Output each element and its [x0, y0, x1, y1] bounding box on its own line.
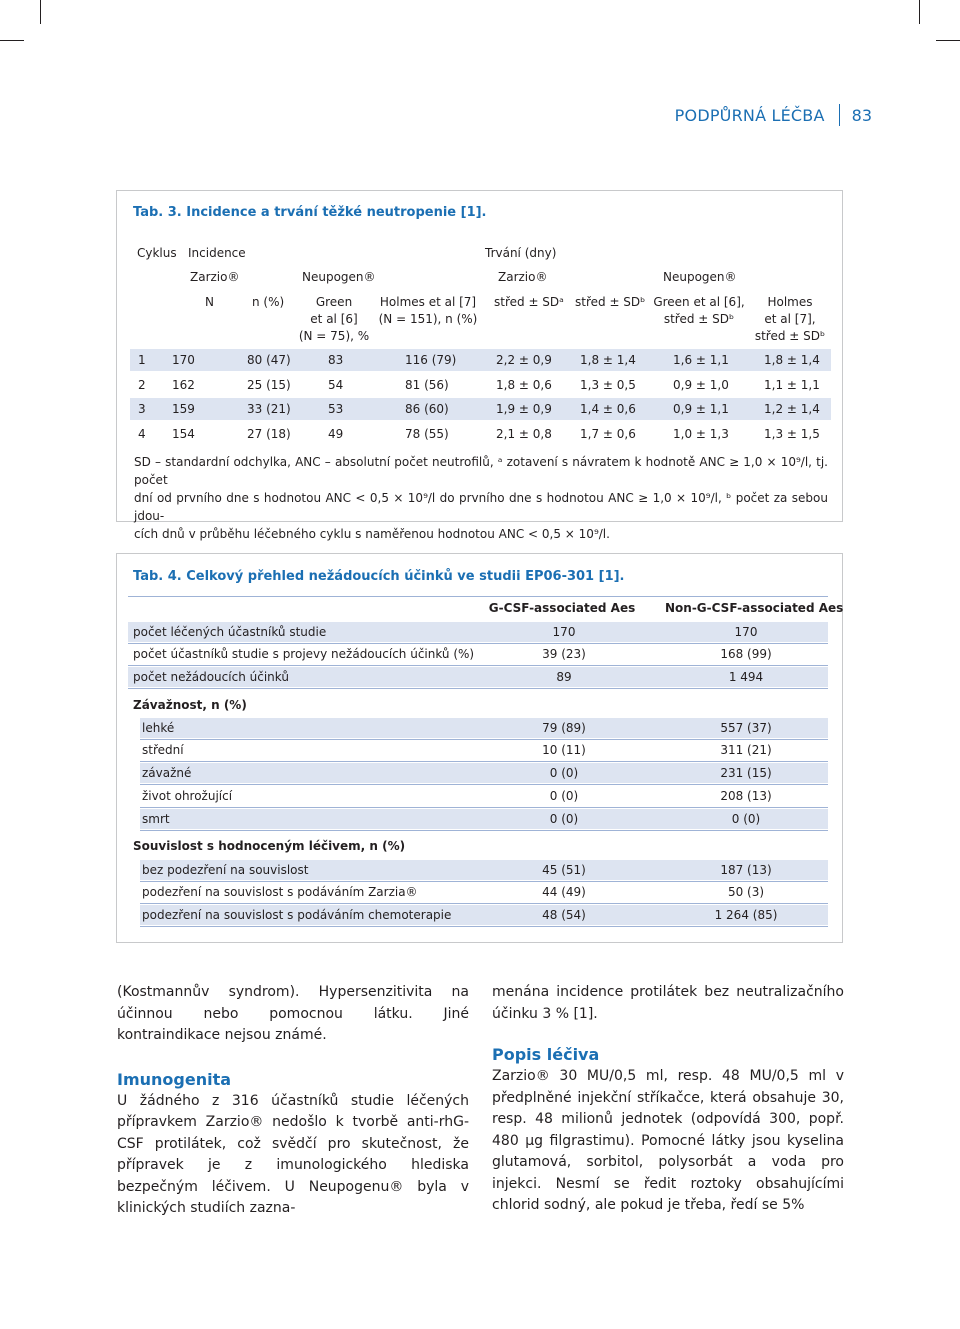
t3-head-zarzio-duration: Zarzio® — [498, 270, 548, 284]
t3-cell-zarzio-sd: 2,1 ± 0,8 — [496, 427, 552, 441]
t3-cell-n: 154 — [172, 427, 195, 441]
t3-head-holmes-l1: Holmes et al [7] — [379, 295, 477, 309]
t3-cell-green-sd: 1,0 ± 1,3 — [673, 427, 729, 441]
t3-cell-npct: 80 (47) — [247, 353, 291, 367]
t3-cell-neupogen-sd: 1,3 ± 0,5 — [580, 378, 636, 392]
t3-cell-npct: 33 (21) — [247, 402, 291, 416]
t3-head-green2-l2: střed ± SDᵇ — [663, 312, 735, 326]
t3-cell-neupogen-sd: 1,7 ± 0,6 — [580, 427, 636, 441]
t4-cell-gcsf: 39 (23) — [542, 647, 586, 661]
t4-cell-gcsf: 79 (89) — [542, 721, 586, 735]
t3-cell-neupogen-sd: 1,4 ± 0,6 — [580, 402, 636, 416]
t4-row-rule — [140, 903, 828, 904]
t3-cell-cyklus: 3 — [138, 402, 146, 416]
t4-head-nongcsf: Non-G-CSF-associated Aes — [665, 601, 844, 615]
body-left-text: U žádného z 316 účastníků studie léčených přípravkem Zarzio® nedošlo k tvorbě anti-rhG-CSF protilátek, což svědčí pro skutečnost, že přípravek je z imunologického hlediska bezpečným léčivem. U Neupogenu® byla v klinických studiích zazna- — [117, 1092, 469, 1216]
t3-head-incidence: Incidence — [188, 246, 246, 260]
t3-head-holmes — [378, 294, 478, 328]
t4-row-rule — [140, 739, 828, 740]
t3-head-green-l1: Green — [315, 295, 353, 309]
t3-cell-zarzio-sd: 1,8 ± 0,6 — [496, 378, 552, 392]
t3-head-green-l2: et al [6] — [310, 312, 358, 326]
t4-section-relation: Souvislost s hodnoceným léčivem, n (%) — [133, 839, 406, 853]
t4-row-label: smrt — [142, 812, 170, 826]
t4-section-severity: Závažnost, n (%) — [133, 698, 247, 712]
t3-cell-green: 53 — [328, 402, 344, 416]
t4-row-label: počet účastníků studie s projevy nežádoucích účinků (%) — [133, 647, 475, 661]
t4-cell-gcsf: 44 (49) — [542, 885, 586, 899]
t3-cell-green: 83 — [328, 353, 344, 367]
t3-cell-zarzio-sd: 1,9 ± 0,9 — [496, 402, 552, 416]
running-header — [675, 104, 872, 126]
t4-cell-nongcsf: 170 — [734, 625, 758, 639]
t3-head-holmes2-l1: Holmes — [767, 295, 813, 309]
t3-head-stred-b: střed ± SDᵇ — [575, 295, 646, 309]
t3-footnote-line: cích dnů v průběhu léčebného cyklu s naměřenou hodnotou ANC < 0,5 × 10⁹/l. — [134, 527, 610, 541]
t3-cell-green: 54 — [328, 378, 344, 392]
body-right-intro: menána incidence protilátek bez neutralizačního účinku 3 % [1]. — [492, 984, 844, 1022]
t4-row-rule — [140, 926, 828, 927]
t4-row-label: počet léčených účastníků studie — [133, 625, 327, 639]
t3-cell-green-sd: 0,9 ± 1,0 — [673, 378, 729, 392]
body-left-intro: (Kostmannův syndrom). Hypersenzitivita na účinnou nebo pomocnou látku. Jiné kontraindikace nejsou známé. — [117, 984, 469, 1043]
t3-cell-npct: 27 (18) — [247, 427, 291, 441]
t4-row-rule — [140, 881, 828, 882]
t3-head-green-l3: (N = 75), % — [298, 329, 370, 343]
t3-cell-n: 159 — [172, 402, 195, 416]
t3-footnote — [134, 453, 828, 543]
table3-caption: Tab. 3. Incidence a trvání těžké neutropenie [1]. — [133, 205, 487, 220]
t4-row-label: podezření na souvislost s podáváním chemoterapie — [142, 908, 452, 922]
t3-cell-holmes-sd: 1,8 ± 1,4 — [764, 353, 820, 367]
t4-cell-nongcsf: 231 (15) — [720, 766, 772, 780]
t4-cell-nongcsf: 311 (21) — [720, 743, 772, 757]
heading-popis-leciva: Popis léčiva — [492, 1045, 600, 1064]
t3-footnote-line: SD – standardní odchylka, ANC – absolutní počet neutrofilů, ᵃ zotavení s návratem k hodnotě ANC ≥ 1,0 × 10⁹/l, tj. počet — [134, 455, 828, 487]
t4-row-rule — [140, 761, 828, 762]
t4-cell-gcsf: 89 — [556, 670, 572, 684]
t4-cell-nongcsf: 1 494 — [728, 670, 764, 684]
t4-head-gcsf: G-CSF-associated Aes — [488, 601, 636, 615]
t3-footnote-line: dní od prvního dne s hodnotou ANC < 0,5 × 10⁹/l do prvního dne s hodnotou ANC ≥ 1,0 × 10⁹/l, ᵇ počet za sebou jdou- — [134, 491, 828, 523]
t3-cell-holmes: 86 (60) — [405, 402, 449, 416]
t4-cell-gcsf: 170 — [552, 625, 576, 639]
t4-row-rule — [140, 830, 828, 831]
header-divider — [839, 104, 840, 126]
t4-cell-nongcsf: 50 (3) — [727, 885, 765, 899]
page-number: 83 — [851, 105, 872, 125]
t3-cell-green-sd: 1,6 ± 1,1 — [673, 353, 729, 367]
t4-row-label: život ohrožující — [142, 789, 233, 803]
t3-head-neupogen: Neupogen® — [302, 270, 376, 284]
t4-cell-gcsf: 45 (51) — [542, 863, 586, 877]
t3-head-green2-l1: Green et al [6], — [653, 295, 745, 309]
t4-cell-nongcsf: 0 (0) — [731, 812, 761, 826]
t4-cell-gcsf: 0 (0) — [549, 812, 579, 826]
t3-head-cyklus: Cyklus — [137, 246, 177, 260]
table4-caption: Tab. 4. Celkový přehled nežádoucích účinků ve studii EP06-301 [1]. — [133, 569, 625, 584]
t4-row-label: lehké — [142, 721, 175, 735]
crop-mark — [919, 0, 920, 24]
t3-cell-cyklus: 4 — [138, 427, 146, 441]
t3-cell-neupogen-sd: 1,8 ± 1,4 — [580, 353, 636, 367]
t4-row-rule — [128, 643, 828, 644]
t4-row-label: počet nežádoucích účinků — [133, 670, 289, 684]
t3-cell-holmes-sd: 1,1 ± 1,1 — [764, 378, 820, 392]
t4-cell-gcsf: 10 (11) — [542, 743, 586, 757]
t3-head-zarzio: Zarzio® — [190, 270, 240, 284]
body-left-column — [117, 982, 469, 1220]
t3-cell-cyklus: 2 — [138, 378, 146, 392]
crop-mark — [0, 40, 24, 41]
body-right-column — [492, 982, 844, 1217]
t3-head-stred-a: střed ± SDᵃ — [494, 295, 564, 309]
crop-mark — [40, 0, 41, 24]
t3-cell-npct: 25 (15) — [247, 378, 291, 392]
section-title: PODPŮRNÁ LÉČBA — [674, 105, 825, 125]
t4-row-rule — [140, 784, 828, 785]
t3-head-trvani: Trvání (dny) — [485, 246, 557, 260]
t3-head-green2 — [650, 294, 748, 328]
t3-cell-n: 162 — [172, 378, 195, 392]
t4-row-rule — [140, 807, 828, 808]
t3-head-holmes2-l3: střed ± SDᵇ — [754, 329, 826, 343]
t3-head-neupogen-duration: Neupogen® — [663, 270, 737, 284]
t4-cell-gcsf: 48 (54) — [542, 908, 586, 922]
t4-row-label: střední — [142, 743, 184, 757]
t4-top-rule — [128, 596, 828, 597]
t3-cell-holmes: 116 (79) — [405, 353, 457, 367]
t3-cell-green: 49 — [328, 427, 344, 441]
t4-cell-nongcsf: 557 (37) — [720, 721, 772, 735]
t4-row-rule — [128, 688, 828, 689]
t4-cell-nongcsf: 187 (13) — [720, 863, 772, 877]
t3-cell-holmes-sd: 1,3 ± 1,5 — [764, 427, 820, 441]
t3-head-holmes2-l2: et al [7], — [764, 312, 816, 326]
t3-cell-green-sd: 0,9 ± 1,1 — [673, 402, 729, 416]
t4-cell-nongcsf: 168 (99) — [720, 647, 772, 661]
t3-head-holmes-l2: (N = 151), n (%) — [378, 312, 478, 326]
t4-cell-gcsf: 0 (0) — [549, 789, 579, 803]
t4-row-rule — [128, 665, 828, 666]
t4-row-label: závažné — [142, 766, 192, 780]
body-right-text: Zarzio® 30 MU/0,5 ml, resp. 48 MU/0,5 ml v předplněné injekční stříkačce, která obsahuje 30, resp. 48 milionů jednotek (odpovídá 300, popř. 480 μg filgrastimu). Pomocné látky jsou kyselina glutamová, sorbitol, polysorbát a voda pro injekci. Nesmí se ředit roztoky obsahujícími chlorid sodný, ale pokud je třeba, ředí se 5% — [492, 1068, 844, 1213]
t4-cell-nongcsf: 208 (13) — [720, 789, 772, 803]
t3-head-holmes2 — [752, 294, 828, 345]
t4-row-label: podezření na souvislost s podáváním Zarzia® — [142, 885, 418, 899]
t3-head-n: N — [205, 295, 214, 309]
heading-imunogenita: Imunogenita — [117, 1069, 232, 1089]
t4-cell-gcsf: 0 (0) — [549, 766, 579, 780]
t4-row-label: bez podezření na souvislost — [142, 863, 309, 877]
t3-head-green — [296, 294, 372, 345]
t3-cell-zarzio-sd: 2,2 ± 0,9 — [496, 353, 552, 367]
t3-head-npct: n (%) — [252, 295, 285, 309]
t3-cell-n: 170 — [172, 353, 195, 367]
t3-cell-holmes-sd: 1,2 ± 1,4 — [764, 402, 820, 416]
crop-mark — [936, 40, 960, 41]
t3-cell-holmes: 81 (56) — [405, 378, 449, 392]
t4-cell-nongcsf: 1 264 (85) — [714, 908, 778, 922]
t3-cell-cyklus: 1 — [138, 353, 146, 367]
t3-cell-holmes: 78 (55) — [405, 427, 449, 441]
